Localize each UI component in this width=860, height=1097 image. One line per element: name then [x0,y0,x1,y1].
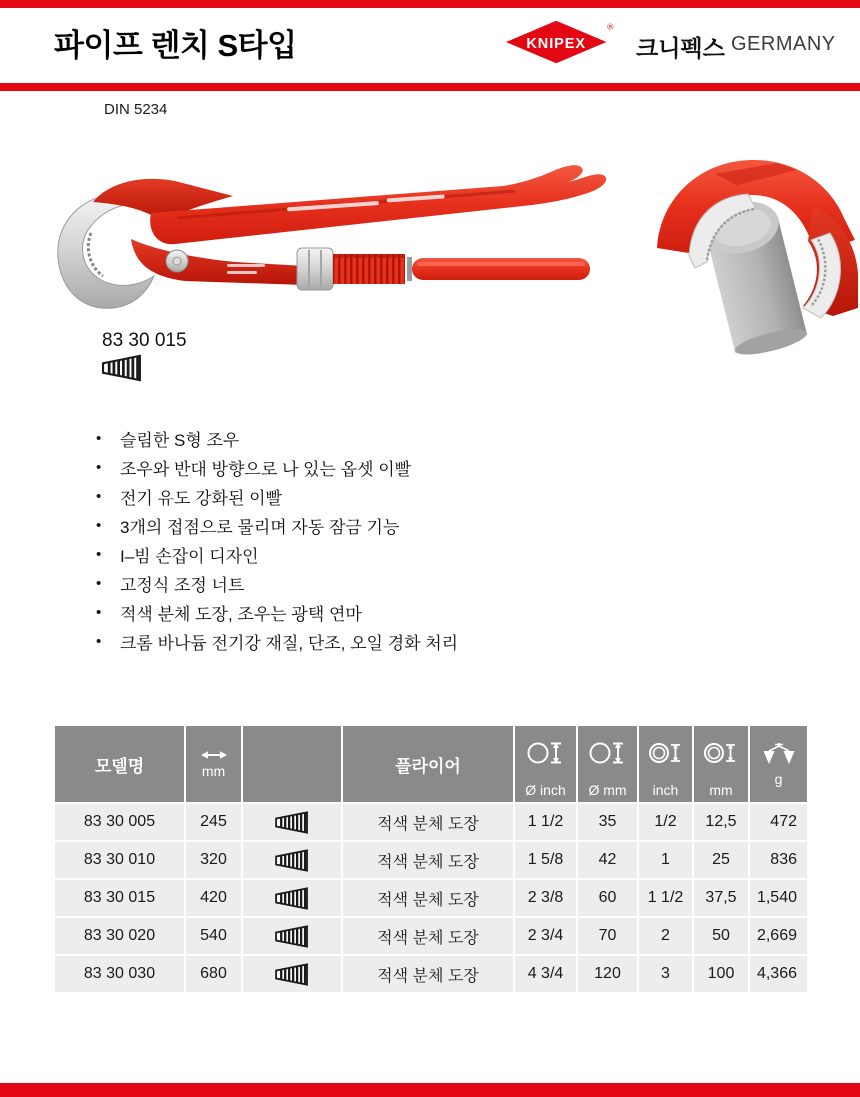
header-ring-inch [638,726,693,803]
feature-list [96,424,458,656]
header-ring-mm-unit: mm [709,782,733,798]
header-pliers-label: 플라이어 [395,756,461,776]
page-title: 파이프 렌치 S타입 [54,28,297,63]
ring-inch-cell: 1 1/2 [638,879,693,917]
bullet-icon: • [96,575,102,592]
model-cell: 83 30 010 [55,841,185,879]
length-cell: 245 [185,803,242,841]
scale-icon [762,742,796,768]
pictogram-cell [242,841,342,879]
pliers-cell: 적색 분체 도장 [342,955,514,993]
ring-inch-cell: 2 [638,917,693,955]
header-pliers [342,726,514,803]
ring-inch-cell: 3 [638,955,693,993]
bullet-icon: • [96,430,102,447]
feature-item [96,511,458,540]
feature-text: 3개의 접점으로 물리며 자동 잠금 기능 [120,518,400,537]
header-pictogram-column [242,726,342,803]
taper-pictogram-icon [275,849,309,872]
pliers-cell: 적색 분체 도장 [342,879,514,917]
model-cell: 83 30 020 [55,917,185,955]
adjusting-nut [297,248,333,290]
bullet-icon: • [96,517,102,534]
ring-inch-cell: 1/2 [638,803,693,841]
ring-inch-cell: 1 [638,841,693,879]
feature-item [96,453,458,482]
ring-mm-cell: 37,5 [693,879,749,917]
wrench-link-plate [131,239,305,285]
jaw-inch-cell: 2 3/4 [514,917,577,955]
pictogram-cell [242,955,342,993]
model-cell: 83 30 005 [55,803,185,841]
feature-text: 조우와 반대 방향으로 나 있는 옵셋 이빨 [120,460,412,479]
length-cell: 420 [185,879,242,917]
jaw-mm-cell: 70 [577,917,638,955]
jaw-mm-cell: 35 [577,803,638,841]
feature-item [96,540,458,569]
registered-mark: ® [607,21,614,32]
bullet-icon: • [96,459,102,476]
spec-table-row [55,841,807,879]
spindle-band [407,257,412,281]
feature-text: 슬림한 S형 조우 [120,431,240,450]
pipe-diameter-icon [589,740,627,766]
bullet-icon: • [96,604,102,621]
feature-item [96,569,458,598]
spec-table-row [55,879,807,917]
weight-cell: 472 [749,803,807,841]
length-cell: 320 [185,841,242,879]
pictogram-cell [242,803,342,841]
jaw-inch-cell: 1 1/2 [514,803,577,841]
feature-text: 고정식 조정 너트 [120,576,245,595]
feature-text: 적색 분체 도장, 조우는 광택 연마 [120,605,362,624]
model-number-label: 83 30 015 [102,330,187,351]
weight-cell: 4,366 [749,955,807,993]
feature-item [96,598,458,627]
model-cell: 83 30 030 [55,955,185,993]
knipex-diamond-logo [506,18,618,68]
weight-cell: 2,669 [749,917,807,955]
jaw-mm-cell: 60 [577,879,638,917]
din-standard-label: DIN 5234 [104,101,168,118]
length-cell: 680 [185,955,242,993]
ring-mm-cell: 50 [693,917,749,955]
bullet-icon: • [96,633,102,650]
nut-capacity-icon [703,741,739,765]
ring-mm-cell: 12,5 [693,803,749,841]
header-jaw-inch [514,726,577,803]
ring-mm-cell: 100 [693,955,749,993]
header-jaw-mm-unit: Ø mm [588,782,627,798]
taper-pictogram-icon [275,887,309,910]
pivot-center [173,257,181,265]
bullet-icon: • [96,488,102,505]
header-length [185,726,242,803]
jaw-inch-cell: 2 3/8 [514,879,577,917]
header-length-unit: mm [201,763,226,779]
bottom-red-bar [0,1083,860,1097]
model-cell: 83 30 015 [55,879,185,917]
brand-korean-name: 크니펙스 [636,35,725,61]
spec-table-body [55,803,807,993]
spec-table-header-row [55,726,807,803]
feature-text: I–빔 손잡이 디자인 [120,547,259,566]
length-cell: 540 [185,917,242,955]
brand-country: GERMANY [731,33,836,55]
header-ring-inch-unit: inch [652,782,679,798]
taper-pictogram-icon [102,354,142,382]
spec-table-row [55,803,807,841]
jaw-mm-cell: 120 [577,955,638,993]
header-ring-mm [693,726,749,803]
header-weight [749,726,807,803]
pictogram-cell [242,917,342,955]
threaded-spindle [333,254,405,284]
feature-item [96,424,458,453]
jaw-inch-cell: 4 3/4 [514,955,577,993]
jaw-grip-detail-photo [655,148,860,363]
pliers-cell: 적색 분체 도장 [342,841,514,879]
weight-cell: 836 [749,841,807,879]
pliers-cell: 적색 분체 도장 [342,917,514,955]
header-jaw-mm [577,726,638,803]
header-jaw-inch-unit: Ø inch [525,782,566,798]
nut-capacity-icon [648,741,684,765]
taper-pictogram-icon [275,811,309,834]
spec-table-row [55,955,807,993]
pictogram-cell [242,879,342,917]
feature-item [96,482,458,511]
left-right-arrow-icon [201,750,227,760]
jaw-mm-cell: 42 [577,841,638,879]
jaw-serration [88,233,103,276]
taper-pictogram-icon [275,925,309,948]
weight-cell: 1,540 [749,879,807,917]
logo-text: KNIPEX [526,35,587,52]
jaw-inch-cell: 1 5/8 [514,841,577,879]
feature-text: 전기 유도 강화된 이빨 [120,489,282,508]
pipe-diameter-icon [527,740,565,766]
feature-item [96,627,458,656]
header-divider-line [0,83,860,91]
spec-table-row [55,917,807,955]
ring-mm-cell: 25 [693,841,749,879]
header-model-label: 모델명 [94,756,145,776]
taper-pictogram-icon [275,963,309,986]
spec-table [55,726,807,994]
header-weight-unit: g [774,771,783,787]
pipe-wrench-photo [35,155,625,335]
feature-text: 크롬 바나듐 전기강 재질, 단조, 오일 경화 처리 [120,634,459,653]
pliers-cell: 적색 분체 도장 [342,803,514,841]
top-red-bar [0,0,860,8]
header-model [55,726,185,803]
bullet-icon: • [96,546,102,563]
wrench-lower-handle [412,258,590,280]
